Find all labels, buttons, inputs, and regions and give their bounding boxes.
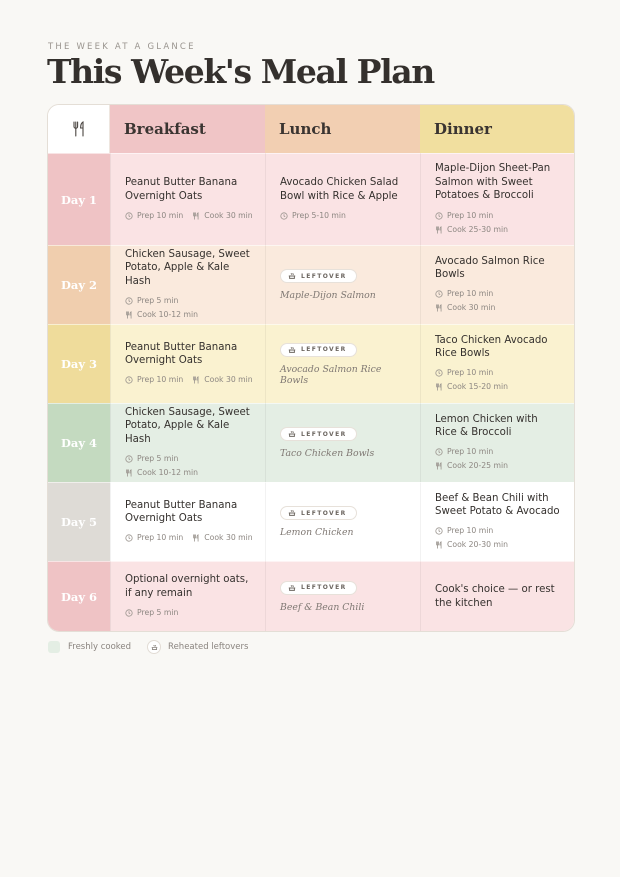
prep-time xyxy=(125,294,253,308)
leftover-badge-label: LEFTOVER xyxy=(301,346,347,353)
meal-name: Peanut Butter Banana Overnight Oats xyxy=(125,341,238,366)
breakfast-cell xyxy=(110,561,265,631)
fork-icon xyxy=(192,212,200,220)
meal-name: Lemon Chicken with Rice & Broccoli xyxy=(435,413,538,438)
leftover-meal-name: Maple-Dijon Salmon xyxy=(280,290,376,301)
prep-time xyxy=(435,209,562,223)
meal-times xyxy=(125,452,253,480)
meal-name: Avocado Salmon Rice Bowls xyxy=(435,255,545,280)
day-label: Day 6 xyxy=(48,561,110,631)
clock-icon xyxy=(125,297,133,305)
prep-time xyxy=(280,209,346,223)
reheat-icon xyxy=(288,272,296,280)
fork-icon xyxy=(125,469,133,477)
meal-times xyxy=(125,209,253,223)
meal-times xyxy=(435,524,562,552)
day-label: Day 5 xyxy=(48,482,110,561)
clock-icon xyxy=(125,212,133,220)
meal-times xyxy=(435,209,562,237)
meal-name: Chicken Sausage, Sweet Potato, Apple & Kale Hash xyxy=(125,248,250,287)
cook-time-label: Cook 20-25 min xyxy=(447,461,508,471)
cook-time-label: Cook 25-30 min xyxy=(447,224,508,234)
meal-times xyxy=(435,366,562,394)
utensils-icon xyxy=(48,105,110,153)
clock-icon xyxy=(435,290,443,298)
prep-time xyxy=(435,445,562,459)
prep-time-label: Prep 5-10 min xyxy=(292,210,346,220)
fresh-swatch xyxy=(48,641,60,653)
leftover-badge xyxy=(280,581,357,595)
prep-time xyxy=(435,524,562,538)
meal-name: Taco Chicken Avocado Rice Bowls xyxy=(435,334,548,359)
prep-time xyxy=(435,366,562,380)
meal-times xyxy=(435,287,562,315)
leftover-meal-name: Beef & Bean Chili xyxy=(280,601,365,613)
fork-icon xyxy=(435,383,443,391)
breakfast-cell xyxy=(110,324,265,403)
cook-time-label: Cook 15-20 min xyxy=(447,382,508,392)
prep-time-label: Prep 10 min xyxy=(137,210,184,220)
leftover-badge xyxy=(280,269,357,283)
prep-time-label: Prep 10 min xyxy=(447,368,494,378)
prep-time-label: Prep 10 min xyxy=(447,447,494,457)
clock-icon xyxy=(125,376,133,384)
prep-time xyxy=(125,209,183,223)
cook-time-label: Cook 10-12 min xyxy=(137,468,198,478)
prep-time-label: Prep 10 min xyxy=(447,210,494,220)
meal-plan-grid xyxy=(47,104,575,632)
clock-icon xyxy=(125,534,133,542)
clock-icon xyxy=(125,455,133,463)
cook-time xyxy=(192,531,252,545)
meal-name: Peanut Butter Banana Overnight Oats xyxy=(125,499,238,524)
leftover-badge xyxy=(280,343,357,357)
legend xyxy=(48,640,248,654)
prep-time-label: Prep 10 min xyxy=(447,526,494,536)
cook-time xyxy=(192,209,252,223)
prep-time xyxy=(435,287,493,301)
prep-time-label: Prep 5 min xyxy=(137,454,179,464)
clock-icon xyxy=(435,448,443,456)
meal-times xyxy=(125,531,253,545)
meal-name: Cook's choice — or rest the kitchen xyxy=(435,584,555,609)
leftover-badge xyxy=(280,506,357,520)
clock-icon xyxy=(435,527,443,535)
fork-icon xyxy=(435,541,443,549)
column-header-breakfast: Breakfast xyxy=(110,105,265,153)
fork-icon xyxy=(125,311,133,319)
cook-time xyxy=(435,380,562,394)
cook-time-label: Cook 30 min xyxy=(204,533,253,543)
prep-time-label: Prep 10 min xyxy=(137,533,184,543)
meal-name: Avocado Chicken Salad Bowl with Rice & Apple xyxy=(280,177,399,202)
cook-time xyxy=(125,308,253,322)
column-header-lunch: Lunch xyxy=(265,105,420,153)
prep-time xyxy=(125,452,253,466)
clock-icon xyxy=(125,609,133,617)
meal-name: Optional overnight oats, if any remain xyxy=(125,574,249,599)
prep-time-label: Prep 5 min xyxy=(137,296,179,306)
legend-fresh-label: Freshly cooked xyxy=(68,642,132,652)
fork-icon xyxy=(192,534,200,542)
cook-time-label: Cook 20-30 min xyxy=(447,540,508,550)
cook-time-label: Cook 10-12 min xyxy=(137,310,198,320)
lunch-cell xyxy=(265,561,420,631)
prep-time-label: Prep 5 min xyxy=(137,607,179,617)
column-header-dinner: Dinner xyxy=(420,105,574,153)
cook-time xyxy=(435,459,562,473)
day-label: Day 3 xyxy=(48,324,110,403)
leftover-badge xyxy=(280,427,357,441)
dinner-cell xyxy=(420,324,574,403)
dinner-cell xyxy=(420,403,574,482)
breakfast-cell xyxy=(110,245,265,324)
day-label: Day 4 xyxy=(48,403,110,482)
reheat-icon xyxy=(288,509,296,517)
leftover-badge-label: LEFTOVER xyxy=(301,430,347,438)
cook-time xyxy=(435,301,495,315)
legend-reheated-label: Reheated leftovers xyxy=(168,642,249,652)
breakfast-cell xyxy=(110,153,265,245)
dinner-cell xyxy=(420,245,574,324)
cook-time xyxy=(192,373,252,387)
fork-icon xyxy=(435,226,443,234)
prep-time-label: Prep 10 min xyxy=(447,289,494,299)
breakfast-cell xyxy=(110,403,265,482)
fork-icon xyxy=(192,376,200,384)
cook-time-label: Cook 30 min xyxy=(204,210,253,220)
meal-name: Beef & Bean Chili with Sweet Potato & Avocado xyxy=(435,492,560,517)
meal-name: Peanut Butter Banana Overnight Oats xyxy=(125,177,238,202)
lunch-cell xyxy=(265,403,420,482)
clock-icon xyxy=(435,212,443,220)
reheat-icon xyxy=(288,584,296,592)
leftover-badge-label: LEFTOVER xyxy=(301,509,347,517)
meal-times xyxy=(125,606,253,620)
clock-icon xyxy=(435,369,443,377)
reheat-icon xyxy=(288,430,296,438)
prep-time xyxy=(125,373,183,387)
leftover-badge-label: LEFTOVER xyxy=(301,272,347,280)
fork-icon xyxy=(435,462,443,470)
page-eyebrow: THE WEEK AT A GLANCE xyxy=(48,42,196,52)
cook-time xyxy=(125,466,253,480)
reheat-icon xyxy=(147,640,161,654)
meal-times xyxy=(125,373,253,387)
leftover-meal-name: Lemon Chicken xyxy=(280,527,354,538)
clock-icon xyxy=(280,212,288,220)
breakfast-cell xyxy=(110,482,265,561)
lunch-cell xyxy=(265,482,420,561)
cook-time xyxy=(435,223,562,237)
prep-time xyxy=(125,606,178,620)
meal-times xyxy=(125,294,253,322)
day-label: Day 2 xyxy=(48,245,110,324)
meal-name: Maple-Dijon Sheet-Pan Salmon with Sweet Potatoes & Broccoli xyxy=(435,163,551,202)
page-title: This Week's Meal Plan xyxy=(47,52,434,91)
dinner-cell xyxy=(420,561,574,631)
meal-times xyxy=(280,209,408,223)
dinner-cell xyxy=(420,482,574,561)
day-label: Day 1 xyxy=(48,153,110,245)
leftover-meal-name: Avocado Salmon Rice Bowls xyxy=(280,363,382,386)
leftover-badge-label: LEFTOVER xyxy=(301,584,347,591)
fork-icon xyxy=(435,304,443,312)
cook-time xyxy=(435,538,562,552)
prep-time xyxy=(125,531,183,545)
cook-time-label: Cook 30 min xyxy=(204,375,253,385)
lunch-cell xyxy=(265,153,420,245)
prep-time-label: Prep 10 min xyxy=(137,375,184,385)
meal-name: Chicken Sausage, Sweet Potato, Apple & Kale Hash xyxy=(125,406,250,445)
reheat-icon xyxy=(288,346,296,354)
cook-time-label: Cook 30 min xyxy=(447,303,496,313)
dinner-cell xyxy=(420,153,574,245)
meal-times xyxy=(435,445,562,473)
lunch-cell xyxy=(265,324,420,403)
lunch-cell xyxy=(265,245,420,324)
leftover-meal-name: Taco Chicken Bowls xyxy=(280,448,375,459)
